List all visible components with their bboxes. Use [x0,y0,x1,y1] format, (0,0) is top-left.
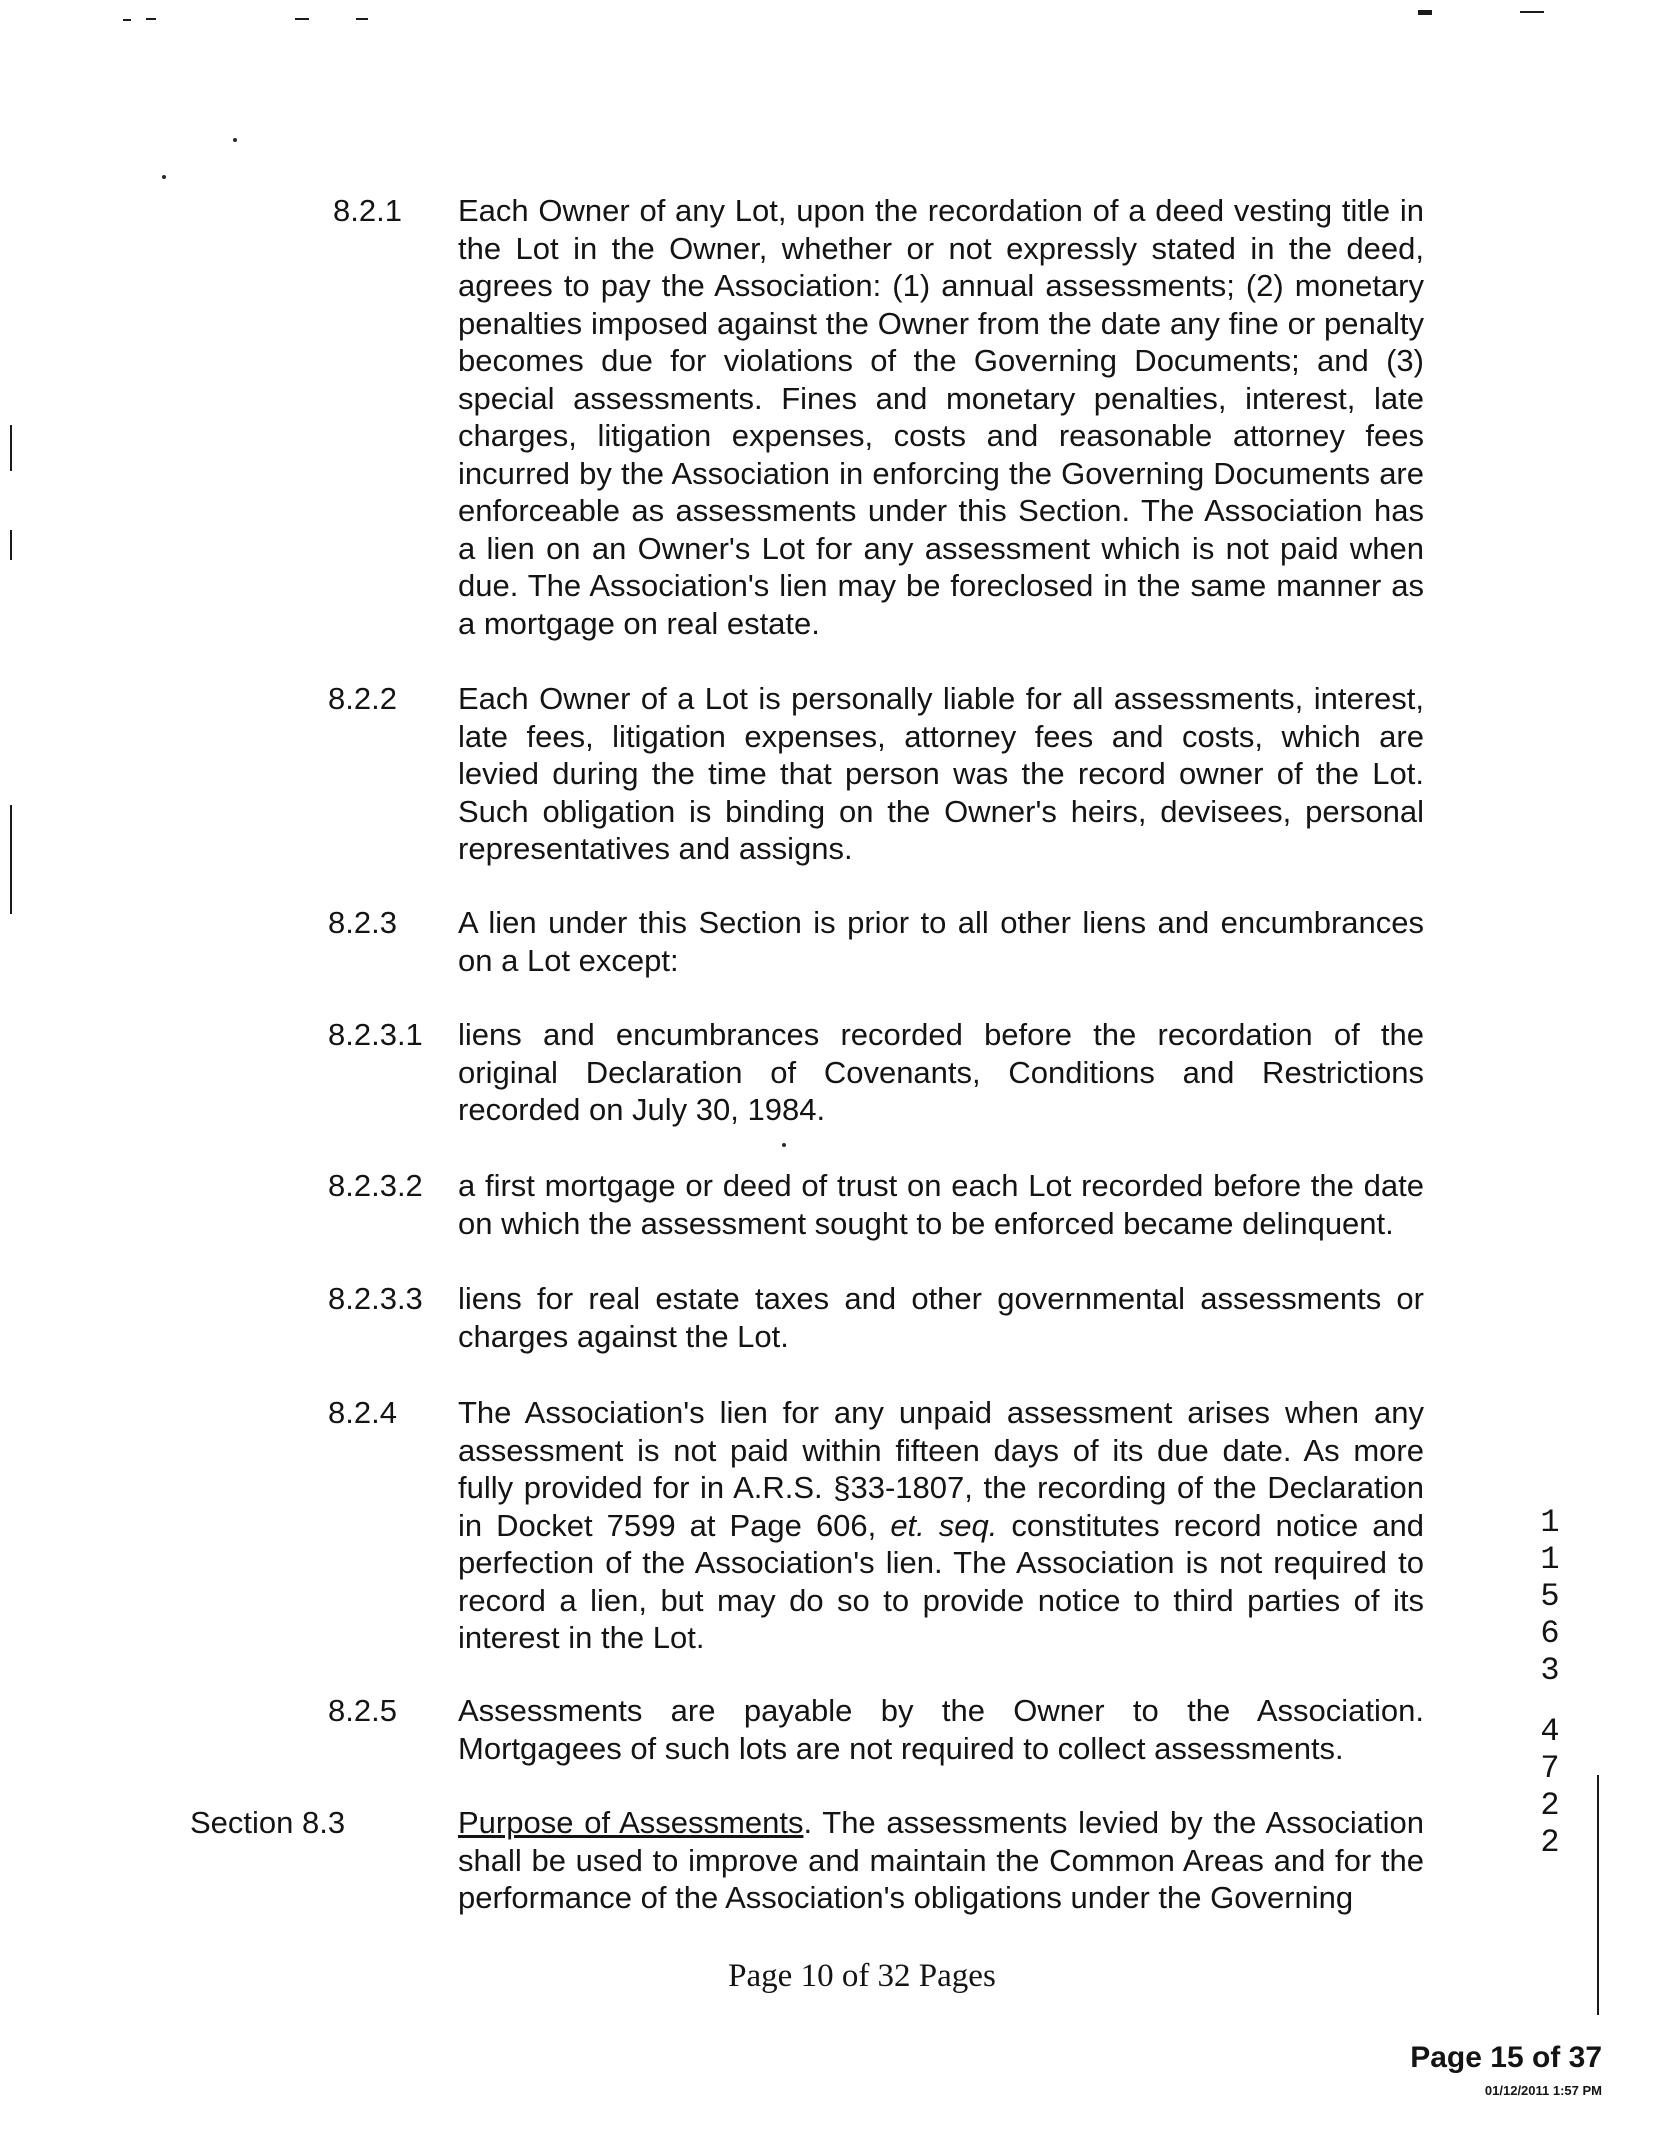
scan-artifact [1520,11,1544,13]
section-heading: Purpose of Assessments [458,1805,804,1840]
section-number: 8.2.3.3 [328,1281,423,1316]
section-number: 8.2.1 [333,193,402,228]
section-text: a first mortgage or deed of trust on each Lot recorded before the date on which the assessment sought to be enforced became delinquent. [458,1168,1424,1241]
scan-artifact [162,175,166,179]
scan-artifact [146,18,156,20]
page-footer: Page 10 of 32 Pages [728,1958,996,1994]
scan-artifact [10,805,12,859]
recording-stamp: 1 1 5 6 3 4 7 2 2 [1540,1504,1560,1861]
section-text: A lien under this Section is prior to all other liens and encumbrances on a Lot except: [458,905,1424,978]
section-number: 8.2.2 [328,681,397,716]
section-number: Section 8.3 [190,1805,346,1840]
scan-artifact [10,858,12,914]
section-number: 8.2.3.1 [328,1017,423,1052]
scan-artifact [233,138,237,142]
scan-artifact [295,18,309,20]
section-number: 8.2.3.2 [328,1168,423,1203]
section-number: 8.2.5 [328,1693,397,1728]
scan-artifact [782,1143,786,1147]
section-text: liens and encumbrances recorded before the recordation of the original Declaration of Covenants, Conditions and Restrictions recorded on July 30, 1984. [458,1017,1424,1127]
section-number: 8.2.3 [328,905,397,940]
section-text: Each Owner of any Lot, upon the recordation of a deed vesting title in the Lot in the Owner, whether or not expressly stated in the deed, agrees to pay the Association: (1) annual assessments; (2) monetary penalties imposed against the Owner from the date any fine or penalty becomes due for violations of the Governing Documents; and (3) special assessments. Fines and monetary penalties, interest, late charges, litigation expenses, costs and reasonable attorney fees incurred by the Association in enforcing the Governing Documents are enforceable as assessments under this Section. The Association has a lien on an Owner's Lot for any assessment which is not paid when due. The Association's lien may be foreclosed in the same manner as a mortgage on real estate. [458,193,1424,641]
scan-artifact [1418,10,1432,15]
fax-page-number: Page 15 of 37 [1410,2041,1602,2074]
section-text: Each Owner of a Lot is personally liable for all assessments, interest, late fees, litigation expenses, attorney fees and costs, which are levied during the time that person was the record owner of the Lot. Such obligation is binding on the Owner's heirs, devisees, personal representatives and assigns. [458,681,1424,866]
section-text: Purpose of Assessments. The assessments levied by the Association shall be used to improve and maintain the Common Areas and for the performance of the Association's obligations under the Governing [458,1805,1424,1915]
scan-artifact [10,530,12,560]
scan-artifact [356,18,368,20]
scan-artifact [123,19,131,21]
section-text: The Association's lien for any unpaid assessment arises when any assessment is not paid within fifteen days of its due date. As more fully provided for in A.R.S. §33-1807, the recording of the Declaration in Docket 7599 at Page 606, et. seq. constitutes record notice and perfection of the Association's lien. The Association is not required to record a lien, but may do so to provide notice to third parties of its interest in the Lot. [458,1395,1425,1655]
scan-artifact [10,425,12,471]
fax-timestamp: 01/12/2011 1:57 PM [1484,2083,1602,2098]
section-text: liens for real estate taxes and other governmental assessments or charges against the Lot. [458,1281,1424,1354]
section-number: 8.2.4 [328,1395,397,1430]
section-text: Assessments are payable by the Owner to the Association. Mortgagees of such lots are not required to collect assessments. [458,1693,1424,1766]
